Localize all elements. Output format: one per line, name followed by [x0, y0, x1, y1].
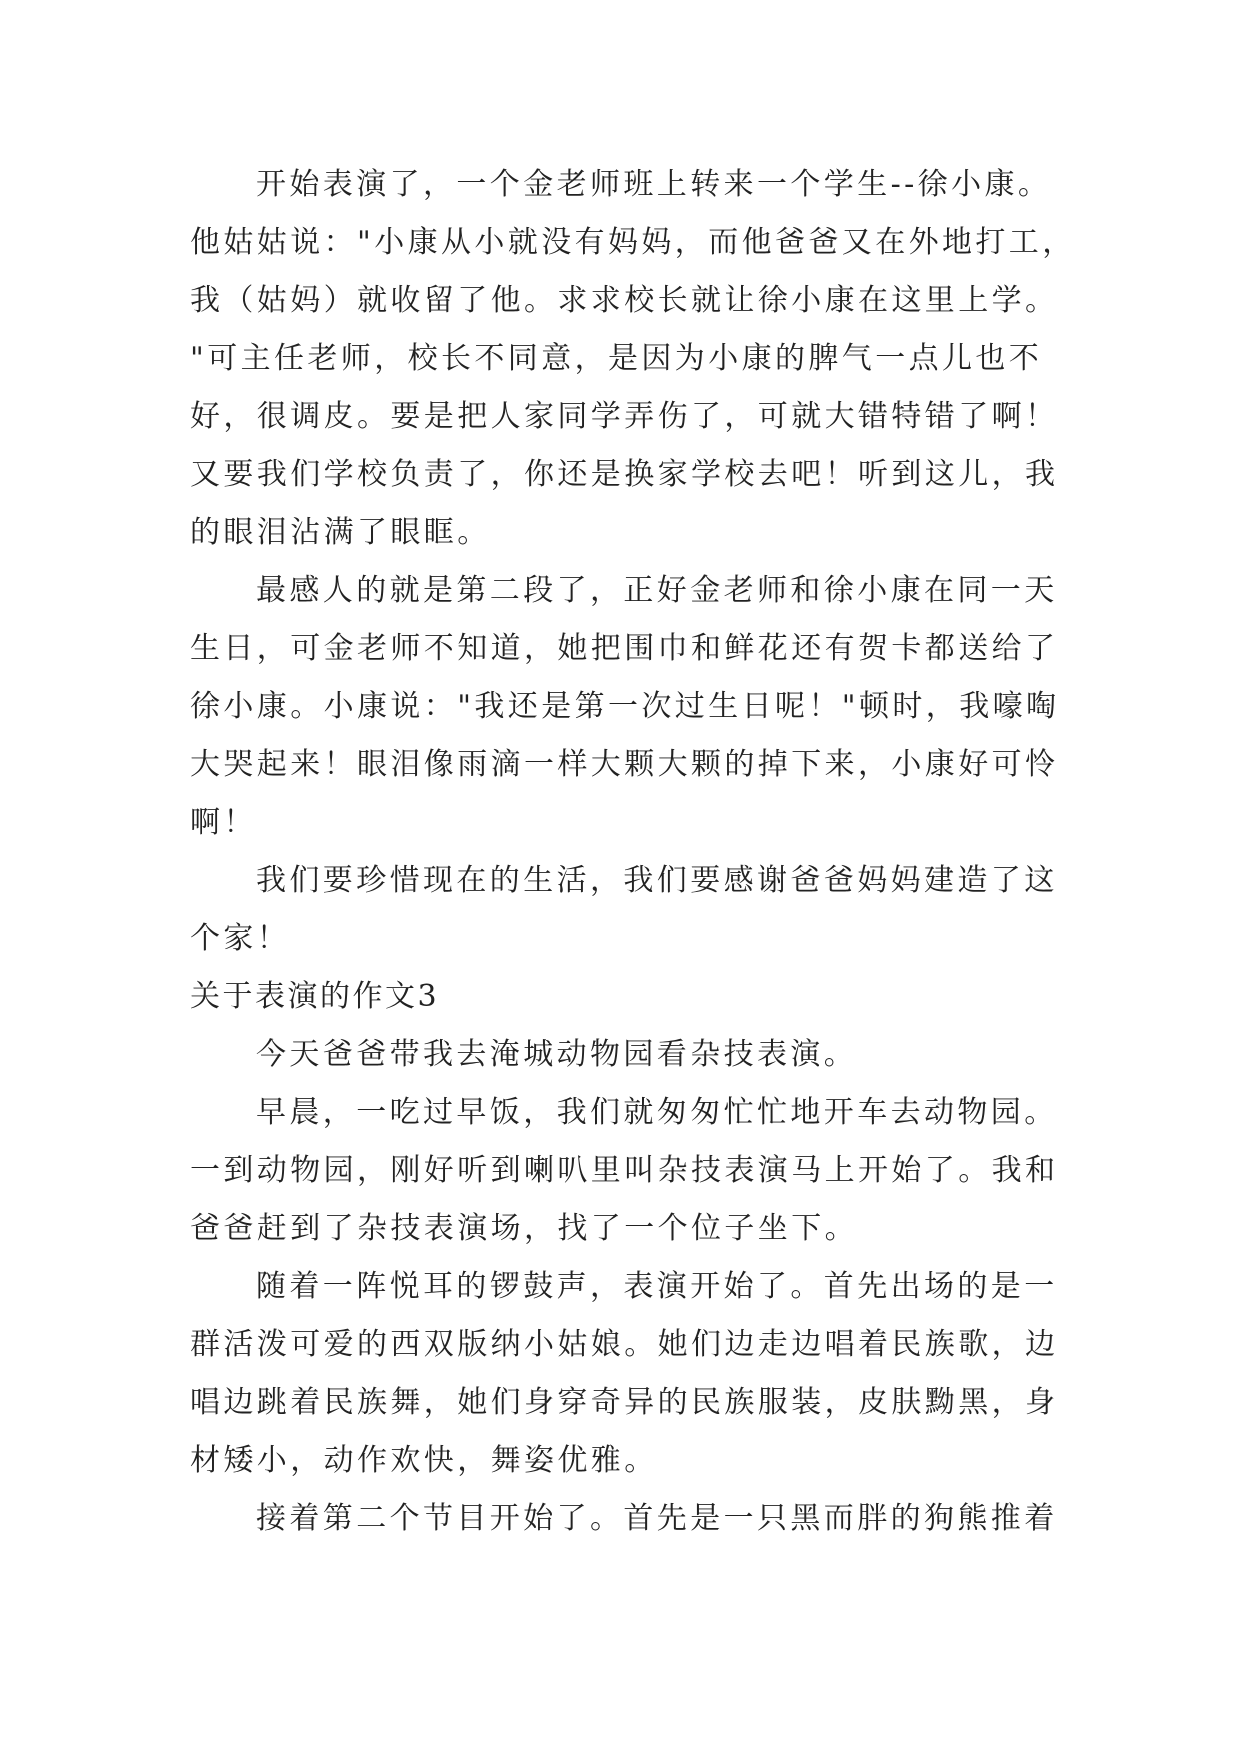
paragraph-line: 最感人的就是第二段了，正好金老师和徐小康在同一天	[256, 573, 1058, 608]
paragraph-line: 随着一阵悦耳的锣鼓声，表演开始了。首先出场的是一	[256, 1269, 1058, 1304]
paragraph-line: 我们要珍惜现在的生活，我们要感谢爸爸妈妈建造了这	[256, 863, 1058, 898]
paragraph-line: 他姑姑说："小康从小就没有妈妈，而他爸爸又在外地打工，	[190, 225, 1076, 260]
paragraph-line: 好，很调皮。要是把人家同学弄伤了，可就大错特错了啊！	[190, 399, 1059, 434]
paragraph-line: 我（姑妈）就收留了他。求求校长就让徐小康在这里上学。	[190, 283, 1059, 318]
paragraph-line: 唱边跳着民族舞，她们身穿奇异的民族服装，皮肤黝黑，身	[190, 1385, 1059, 1420]
paragraph-line: 又要我们学校负责了，你还是换家学校去吧！听到这儿，我	[190, 457, 1059, 492]
paragraph-line: 个家！	[190, 921, 291, 956]
paragraph-line: "可主任老师，校长不同意，是因为小康的脾气一点儿也不	[190, 341, 1043, 376]
paragraph-line: 材矮小，动作欢快，舞姿优雅。	[190, 1443, 658, 1478]
paragraph-line: 接着第二个节目开始了。首先是一只黑而胖的狗熊推着	[256, 1501, 1058, 1536]
paragraph-line: 一到动物园，刚好听到喇叭里叫杂技表演马上开始了。我和	[190, 1153, 1059, 1188]
paragraph-line: 群活泼可爱的西双版纳小姑娘。她们边走边唱着民族歌，边	[190, 1327, 1059, 1362]
paragraph-line: 的眼泪沾满了眼眶。	[190, 515, 491, 550]
paragraph-line: 开始表演了，一个金老师班上转来一个学生--徐小康。	[256, 167, 1052, 202]
paragraph-line: 大哭起来！眼泪像雨滴一样大颗大颗的掉下来，小康好可怜	[190, 747, 1059, 782]
section-heading: 关于表演的作文3	[190, 979, 440, 1014]
paragraph-line: 爸爸赶到了杂技表演场，找了一个位子坐下。	[190, 1211, 858, 1246]
paragraph-line: 早晨，一吃过早饭，我们就匆匆忙忙地开车去动物园。	[256, 1095, 1058, 1130]
paragraph-line: 啊！	[190, 805, 257, 840]
paragraph-line: 生日，可金老师不知道，她把围巾和鲜花还有贺卡都送给了	[190, 631, 1059, 666]
paragraph-line: 今天爸爸带我去淹城动物园看杂技表演。	[256, 1037, 858, 1072]
paragraph-line: 徐小康。小康说："我还是第一次过生日呢！"顿时，我嚎啕	[190, 689, 1060, 724]
